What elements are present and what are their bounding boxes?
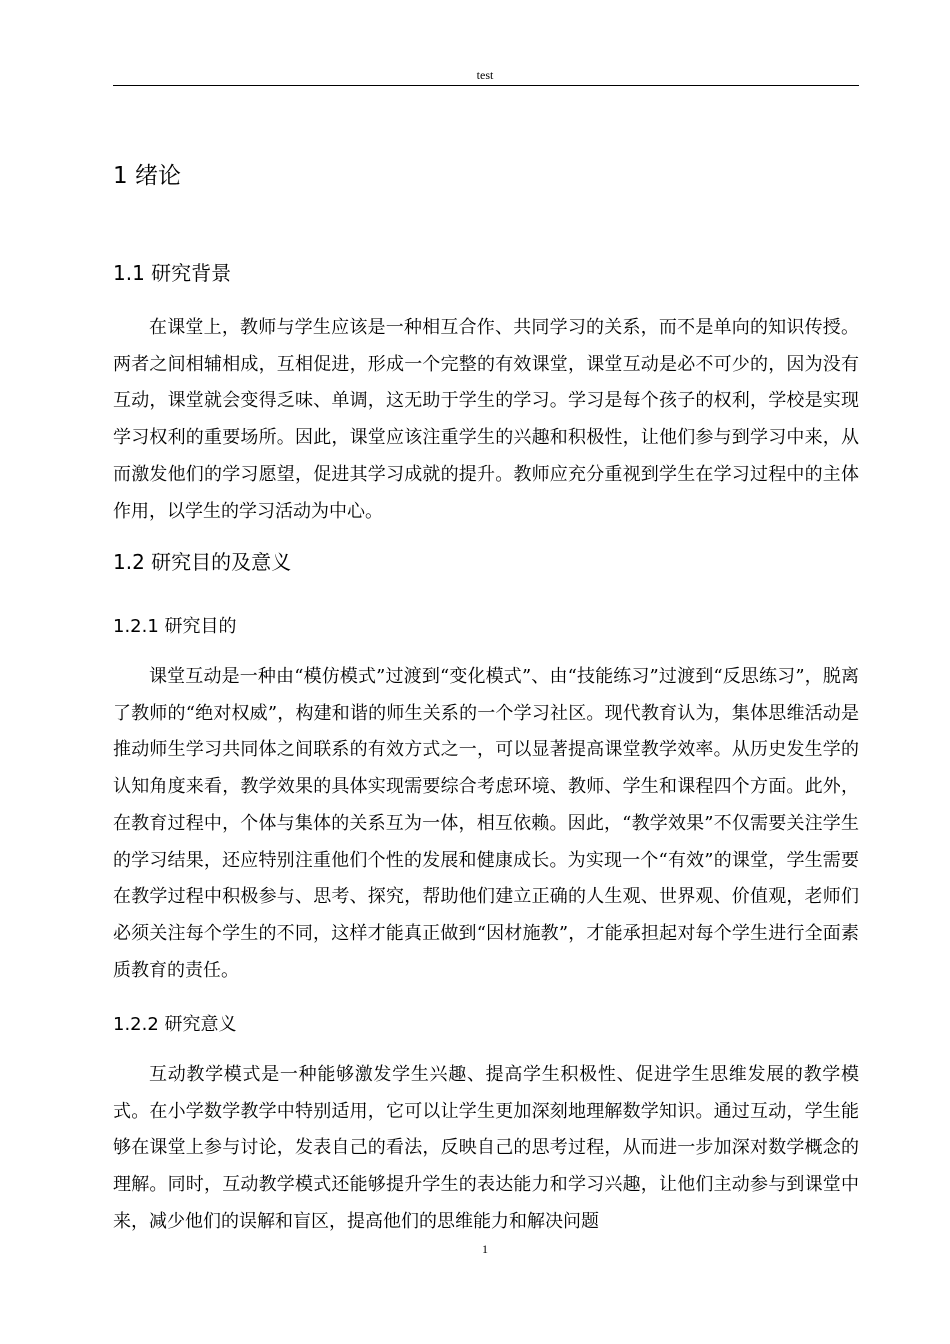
section-1-2-2-title: 1.2.2 研究意义 [113,1014,237,1035]
chapter-title: 1 绪论 [113,163,181,189]
section-1-2-1-paragraph: 课堂互动是一种由“模仿模式”过渡到“变化模式”、由“技能练习”过渡到“反思练习”，脱离了教师的“绝对权威”，构建和谐的师生关系的一个学习社区。现代教育认为，集体思维活动是推动师生学习共同体之间联系的有效方式之一，可以显著提高课堂教学效率。从历史发生学的认知角度来看，教学效果的具体实现需要综合考虑环境、教师、学生和课程四个方面。此外，在教育过程中，个体与集体的关系互为一体，相互依赖。因此，“教学效果”不仅需要关注学生的学习结果，还应特别注重他们个性的发展和健康成长。为实现一个“有效”的课堂，学生需要在教学过程中积极参与、思考、探究，帮助他们建立正确的人生观、世界观、价值观，老师们必须关注每个学生的不同，这样才能真正做到“因材施教”，才能承担起对每个学生进行全面素质教育的责任。 [113,666,859,981]
section-1-1-title: 1.1 研究背景 [113,261,232,285]
page-header: test [476,68,494,82]
header-divider [113,85,859,86]
section-1-2-1-title: 1.2.1 研究目的 [113,616,237,637]
section-1-1-paragraph: 在课堂上，教师与学生应该是一种相互合作、共同学习的关系，而不是单向的知识传授。两者之间相辅相成，互相促进，形成一个完整的有效课堂，课堂互动是必不可少的，因为没有互动，课堂就会变得乏味、单调，这无助于学生的学习。学习是每个孩子的权利，学校是实现学习权利的重要场所。因此，课堂应该注重学生的兴趣和积极性，让他们参与到学习中来，从而激发他们的学习愿望，促进其学习成就的提升。教师应充分重视到学生在学习过程中的主体作用，以学生的学习活动为中心。 [113,317,859,522]
page-number: 1 [482,1242,488,1256]
section-1-2-title: 1.2 研究目的及意义 [113,550,292,574]
section-1-2-2-paragraph: 互动教学模式是一种能够激发学生兴趣、提高学生积极性、促进学生思维发展的教学模式。在小学数学教学中特别适用，它可以让学生更加深刻地理解数学知识。通过互动，学生能够在课堂上参与讨论，发表自己的看法，反映自己的思考过程，从而进一步加深对数学概念的理解。同时，互动教学模式还能够提升学生的表达能力和学习兴趣，让他们主动参与到课堂中来，减少他们的误解和盲区，提高他们的思维能力和解决问题 [113,1064,859,1232]
